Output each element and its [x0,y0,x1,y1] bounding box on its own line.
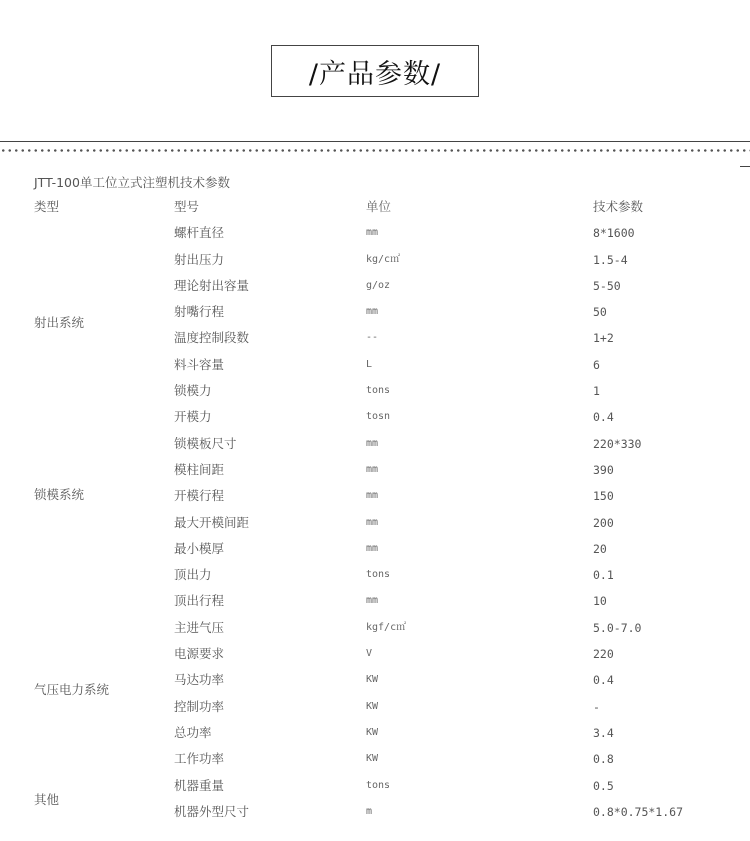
param-unit: kg/c㎡ [366,253,401,265]
param-value: 0.8 [593,752,614,767]
group-label-pneumatic-electrical-system: 气压电力系统 [34,682,110,697]
table-row [0,431,750,457]
param-unit: mm [366,595,379,607]
param-unit: tons [366,569,391,581]
group-label-other: 其他 [34,792,60,807]
param-unit: KW [366,726,379,738]
param-unit: tons [366,779,391,791]
header-model: 型号 [174,199,200,214]
param-unit: KW [366,674,379,686]
header-unit: 单位 [366,199,392,214]
param-value: 1 [593,384,600,399]
table-row [0,694,750,720]
param-value: 0.5 [593,778,614,793]
table-row [0,588,750,614]
param-name: 主进气压 [174,619,225,635]
param-value: 10 [593,594,607,609]
param-unit: m [366,805,373,817]
group-label-injection-system: 射出系统 [34,315,85,330]
table-row [0,615,750,641]
param-value: 1.5-4 [593,252,628,267]
param-value: 200 [593,515,614,530]
param-value: 6 [593,357,600,372]
table-row [0,667,750,693]
table-row [0,273,750,299]
param-name: 射嘴行程 [174,304,225,320]
param-value: 8*1600 [593,226,635,241]
param-value: 220 [593,647,614,662]
param-value: 20 [593,541,607,556]
table-row [0,562,750,588]
param-name: 顶出行程 [174,593,225,609]
dotted-divider [0,149,750,152]
param-name: 总功率 [174,724,212,740]
param-unit: g/oz [366,279,391,291]
param-value: 0.4 [593,410,614,425]
param-unit: tons [366,385,391,397]
table-row [0,220,750,246]
table-row [0,746,750,772]
param-name: 模柱间距 [174,461,225,477]
spec-table-caption: JTT-100单工位立式注塑机技术参数 [34,175,230,190]
param-name: 射出压力 [174,251,225,267]
param-name: 开模行程 [174,488,225,504]
table-row [0,404,750,430]
param-unit: -- [366,332,379,344]
param-value: 150 [593,489,614,504]
table-row [0,536,750,562]
param-unit: mm [366,542,379,554]
table-row [0,299,750,325]
table-row [0,799,750,825]
param-unit: L [366,358,373,370]
param-unit: tosn [366,411,391,423]
param-name: 开模力 [174,409,212,425]
param-value: 5-50 [593,278,621,293]
param-value: - [593,699,600,714]
param-unit: mm [366,490,379,502]
param-value: 390 [593,462,614,477]
param-value: 0.8*0.75*1.67 [593,804,684,819]
table-row [0,378,750,404]
param-unit: mm [366,306,379,318]
corner-dash-mark [740,166,750,167]
table-row [0,352,750,378]
param-name: 锁模板尺寸 [174,435,237,451]
table-row [0,247,750,273]
table-row [0,457,750,483]
param-name: 机器外型尺寸 [174,803,250,819]
section-title: /产品参数/ [271,45,479,97]
param-unit: mm [366,516,379,528]
param-name: 理论射出容量 [174,277,250,293]
param-name: 最大开模间距 [174,514,250,530]
param-value: 0.1 [593,568,614,583]
param-value: 220*330 [593,436,642,451]
table-row [0,720,750,746]
param-value: 0.4 [593,673,614,688]
table-body [0,220,750,825]
header-type: 类型 [34,199,60,214]
param-value: 3.4 [593,725,614,740]
table-row [0,641,750,667]
param-value: 50 [593,305,607,320]
param-name: 顶出力 [174,567,212,583]
param-name: 控制功率 [174,698,225,714]
param-name: 工作功率 [174,751,225,767]
param-name: 螺杆直径 [174,225,225,241]
solid-divider [0,141,750,142]
header-value: 技术参数 [593,199,644,214]
param-unit: mm [366,437,379,449]
table-row [0,483,750,509]
table-header-row [0,194,750,220]
param-name: 最小模厚 [174,540,225,556]
param-unit: KW [366,700,379,712]
param-name: 机器重量 [174,777,225,793]
param-name: 锁模力 [174,383,212,399]
param-name: 电源要求 [174,646,225,662]
table-row [0,325,750,351]
table-row [0,773,750,799]
param-name: 温度控制段数 [174,330,250,346]
group-label-clamping-system: 锁模系统 [34,487,85,502]
param-name: 料斗容量 [174,356,225,372]
table-row [0,510,750,536]
param-value: 1+2 [593,331,614,346]
param-unit: mm [366,227,379,239]
param-unit: mm [366,463,379,475]
param-unit: KW [366,753,379,765]
param-unit: V [366,648,373,660]
param-value: 5.0-7.0 [593,620,642,635]
spec-table [0,194,750,825]
param-name: 马达功率 [174,672,225,688]
param-unit: kgf/c㎡ [366,621,407,633]
